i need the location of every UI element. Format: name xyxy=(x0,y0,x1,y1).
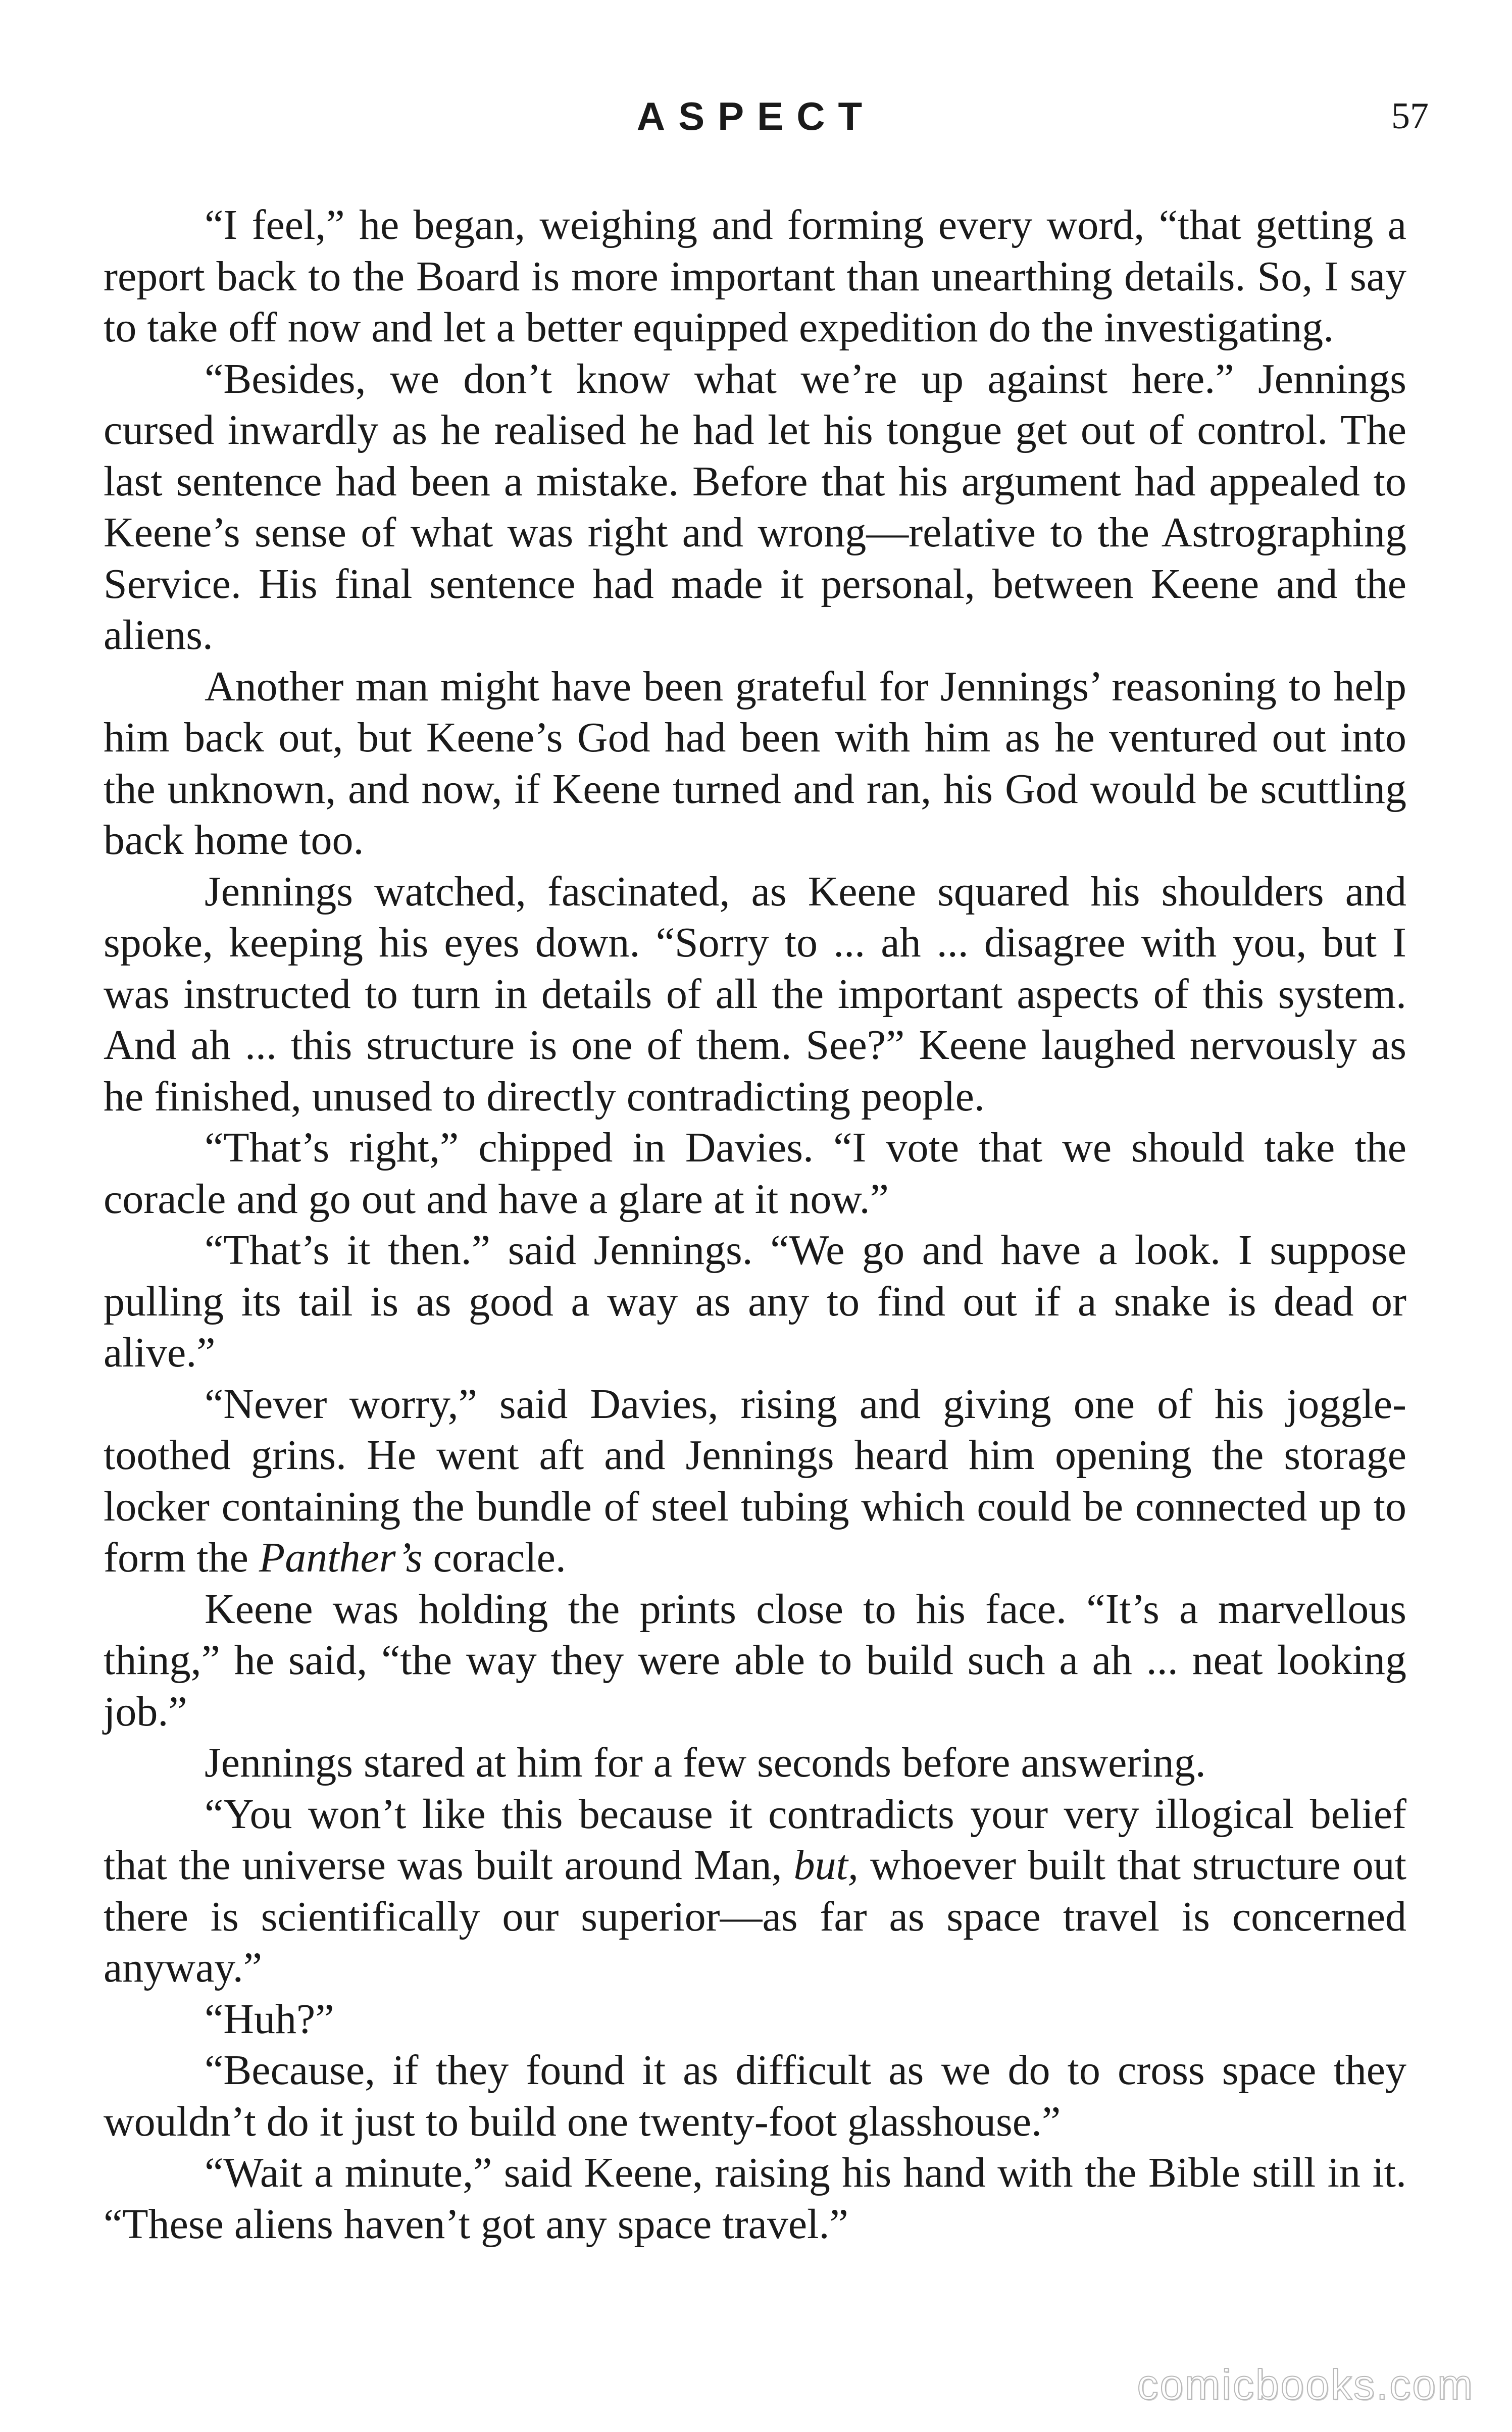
body-text xyxy=(104,199,1406,2250)
paragraph: “Wait a minute,” said Keene, raising his hand with the Bible still in it. “These aliens haven’t got any space travel.” xyxy=(104,2149,1406,2248)
paragraph: “I feel,” he began, weighing and forming every word, “that getting a report back to the Board is more important than unearthing details. So, I say to take off now and let a better equipped expedition do the investigating. xyxy=(104,201,1406,351)
running-head xyxy=(0,88,1512,144)
paragraph: “That’s right,” chipped in Davies. “I vote that we should take the coracle and go out and have a glare at it now.” xyxy=(104,1124,1406,1223)
running-title: ASPECT xyxy=(636,94,876,138)
paragraph-text: whoever built that structure out there is scientifically our superior—as far as space travel is concerned anyway.” xyxy=(104,1842,1406,1991)
emphasis-italic: but, xyxy=(793,1842,859,1889)
paragraph xyxy=(104,1789,1406,1994)
paragraph: “Because, if they found it as difficult as we do to cross space they wouldn’t do it just to build one twenty-foot glasshouse.” xyxy=(104,2047,1406,2145)
paragraph-text: “You won’t like this because it contradicts your very illogical belief that the universe was built around Man, xyxy=(104,1790,1406,1889)
paragraph: Jennings watched, fascinated, as Keene squared his shoulders and spoke, keeping his eyes down. “Sorry to ... ah ... disagree with you, but I was instructed to turn in details of all the important aspects of this system. And ah ... this structure is one of them. See?” Keene laughed nervously as he finished, unused to directly contradicting people. xyxy=(104,868,1406,1120)
paragraph: “That’s it then.” said Jennings. “We go and have a look. I suppose pulling its tail is as good a way as any to find out if a snake is dead or alive.” xyxy=(104,1227,1406,1376)
paragraph: Jennings stared at him for a few seconds before answering. xyxy=(205,1739,1206,1786)
paragraph-text: “Never worry,” said Davies, rising and giving one of his joggle-toothed grins. He went aft and Jennings heard him opening the storage locker containing the bundle of steel tubing which could be connected up to form the xyxy=(104,1380,1406,1581)
paragraph: “Huh?” xyxy=(205,1995,334,2043)
paragraph: Another man might have been grateful for Jennings’ reasoning to help him back out, but Keene’s God had been with him as he ventured out into the unknown, and now, if Keene turned and ran, his God would be scuttling back home too. xyxy=(104,663,1406,864)
paragraph: “Besides, we don’t know what we’re up against here.” Jennings cursed inwardly as he realised he had let his tongue get out of control. The last sentence had been a mistake. Before that his argument had appealed to Keene’s sense of what was right and wrong—relative to the Astrographing Service. His final sentence had made it personal, between Keene and the aliens. xyxy=(104,355,1406,658)
ship-name-italic: Panther’s xyxy=(259,1534,423,1581)
paragraph-text: coracle. xyxy=(422,1534,566,1581)
page-number: 57 xyxy=(1391,95,1429,137)
paragraph: Keene was holding the prints close to his face. “It’s a marvellous thing,” he said, “the way they were able to build such a ah ... neat looking job.” xyxy=(104,1585,1406,1735)
site-watermark: comicbooks.com xyxy=(1137,2361,1474,2408)
paragraph xyxy=(104,1379,1406,1584)
